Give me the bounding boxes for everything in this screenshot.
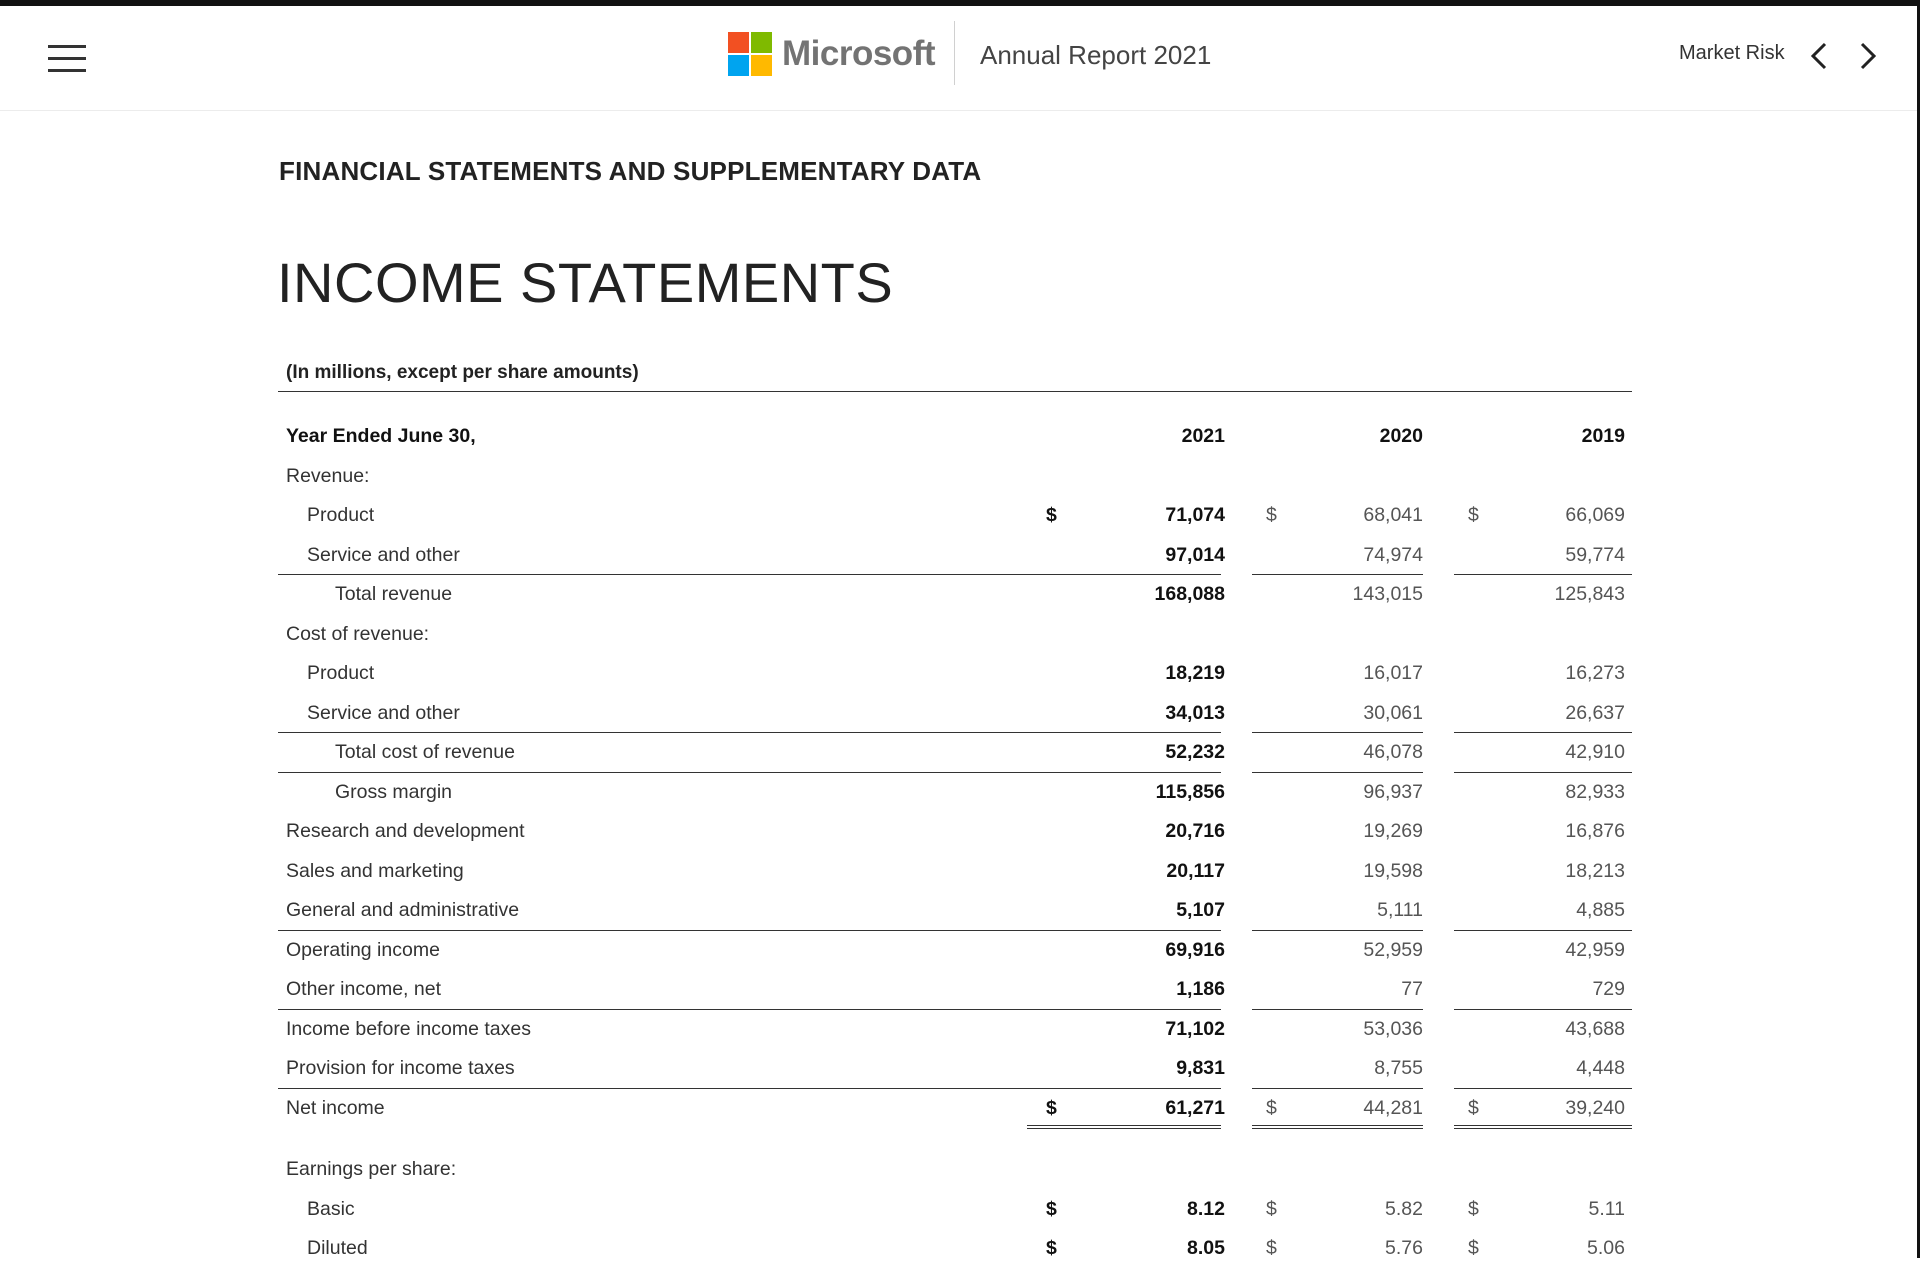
table-row [278, 535, 1632, 575]
row-label: Provision for income taxes [286, 1057, 515, 1079]
cell-value-2019: 5.06 [1587, 1237, 1625, 1259]
table-row [278, 653, 1632, 693]
table-row [278, 1149, 1632, 1189]
table-row [278, 969, 1632, 1009]
row-label: Other income, net [286, 978, 441, 1000]
row-label: Research and development [286, 820, 525, 842]
currency-symbol: $ [1468, 1237, 1479, 1259]
currency-symbol: $ [1468, 1096, 1479, 1119]
table-row [278, 693, 1632, 733]
cell-value-2020: 96,937 [1363, 780, 1423, 803]
cell-value-2019: 18,213 [1565, 859, 1625, 882]
table-row [278, 495, 1632, 535]
cell-value-2020: 5.76 [1385, 1237, 1423, 1259]
table-row [278, 456, 1632, 496]
microsoft-logo-icon [728, 32, 772, 76]
currency-symbol: $ [1266, 504, 1277, 526]
row-label: Income before income taxes [286, 1017, 531, 1040]
table-row [278, 890, 1632, 930]
cell-value-2021: 20,716 [1165, 820, 1225, 842]
cell-value-2019: 42,959 [1565, 938, 1625, 961]
double-rule [1252, 1125, 1423, 1129]
cell-value-2020: 143,015 [1352, 583, 1423, 605]
section-kicker: FINANCIAL STATEMENTS AND SUPPLEMENTARY DATA [279, 156, 982, 186]
table-row [278, 1189, 1632, 1229]
cell-value-2020: 52,959 [1363, 938, 1423, 961]
cell-value-2020: 30,061 [1363, 701, 1423, 724]
cell-value-2020: 46,078 [1363, 741, 1423, 763]
cell-value-2021: 8.12 [1187, 1197, 1225, 1220]
units-divider [278, 391, 1632, 392]
cell-value-2021: 8.05 [1187, 1237, 1225, 1259]
row-label: Basic [307, 1197, 355, 1220]
cell-value-2019: 16,876 [1565, 820, 1625, 842]
header-label: Year Ended June 30, [286, 425, 476, 447]
chevron-right-icon[interactable] [1850, 36, 1884, 76]
cell-value-2020: 68,041 [1363, 504, 1423, 526]
cell-value-2020: 53,036 [1363, 1017, 1423, 1040]
row-label: Earnings per share: [286, 1158, 457, 1180]
year-2020-header: 2020 [1379, 425, 1423, 447]
cell-value-2021: 20,117 [1166, 859, 1225, 882]
double-rule [1027, 1125, 1221, 1129]
cell-value-2020: 19,269 [1363, 820, 1423, 842]
table-row [278, 930, 1632, 970]
row-label: Gross margin [335, 780, 453, 803]
table-row [278, 1009, 1632, 1049]
cell-value-2019: 43,688 [1565, 1017, 1625, 1040]
currency-symbol: $ [1468, 504, 1479, 526]
table-row [278, 811, 1632, 851]
row-label: Total cost of revenue [335, 741, 515, 763]
hamburger-menu-icon[interactable] [48, 45, 86, 73]
cell-value-2020: 74,974 [1363, 543, 1423, 566]
cell-value-2021: 69,916 [1165, 938, 1225, 961]
table-header-row [278, 416, 1632, 456]
row-label: Service and other [307, 701, 460, 724]
cell-value-2021: 168,088 [1154, 583, 1225, 605]
cell-value-2020: 16,017 [1363, 662, 1423, 684]
cell-value-2020: 5.82 [1385, 1197, 1423, 1220]
cell-value-2020: 5,111 [1377, 899, 1423, 921]
cell-value-2021: 9,831 [1176, 1057, 1225, 1079]
microsoft-logo[interactable] [728, 31, 935, 77]
table-row [278, 732, 1632, 772]
currency-symbol: $ [1046, 1197, 1057, 1220]
cell-value-2019: 82,933 [1565, 780, 1625, 803]
header-divider [954, 21, 955, 85]
row-label: Operating income [286, 938, 440, 961]
row-label: Service and other [307, 543, 460, 566]
year-2021-header: 2021 [1181, 425, 1225, 447]
chevron-left-icon[interactable] [1803, 36, 1837, 76]
brand-name: Microsoft [782, 34, 935, 73]
cell-value-2019: 66,069 [1565, 504, 1625, 526]
cell-value-2019: 59,774 [1565, 543, 1625, 566]
row-label: Product [307, 504, 375, 526]
cell-value-2019: 125,843 [1554, 583, 1625, 605]
table-row [278, 772, 1632, 812]
cell-value-2021: 61,271 [1165, 1096, 1225, 1119]
currency-symbol: $ [1046, 1096, 1057, 1119]
top-header [0, 6, 1917, 111]
cell-value-2019: 42,910 [1565, 741, 1625, 763]
double-rule [1454, 1125, 1632, 1129]
cell-value-2021: 18,219 [1165, 662, 1225, 684]
cell-value-2021: 71,102 [1165, 1017, 1225, 1040]
cell-value-2021: 97,014 [1165, 543, 1225, 566]
table-row [278, 851, 1632, 891]
currency-symbol: $ [1046, 1237, 1057, 1259]
cell-value-2020: 44,281 [1363, 1096, 1423, 1119]
cell-value-2019: 4,448 [1576, 1057, 1625, 1079]
cell-value-2021: 5,107 [1176, 899, 1225, 921]
row-label: Total revenue [335, 583, 453, 605]
row-label: Net income [286, 1096, 385, 1119]
cell-value-2020: 19,598 [1363, 859, 1423, 882]
year-2019-header: 2019 [1581, 425, 1625, 447]
row-label: Cost of revenue: [286, 622, 430, 645]
cell-value-2019: 5.11 [1588, 1197, 1625, 1220]
table-row [278, 614, 1632, 654]
cell-value-2019: 39,240 [1565, 1096, 1625, 1119]
table-row [278, 1088, 1632, 1128]
currency-symbol: $ [1468, 1197, 1479, 1220]
cell-value-2019: 16,273 [1565, 662, 1625, 684]
cell-value-2019: 26,637 [1565, 701, 1625, 724]
units-note: (In millions, except per share amounts) [286, 362, 639, 383]
cell-value-2021: 1,186 [1176, 978, 1225, 1000]
cell-value-2021: 115,856 [1155, 780, 1225, 803]
cell-value-2020: 8,755 [1374, 1057, 1423, 1079]
currency-symbol: $ [1046, 504, 1057, 526]
current-section-link[interactable]: Market Risk [1679, 42, 1785, 64]
table-row [278, 1228, 1632, 1268]
cell-value-2021: 34,013 [1165, 701, 1225, 724]
row-label: Product [307, 662, 375, 684]
row-label: Diluted [307, 1237, 368, 1259]
cell-value-2020: 77 [1401, 978, 1423, 1000]
row-label: Revenue: [286, 464, 370, 487]
cell-value-2021: 71,074 [1165, 504, 1225, 526]
cell-value-2019: 4,885 [1576, 899, 1625, 921]
income-statement-table [278, 416, 1632, 1268]
table-row [278, 574, 1632, 614]
cell-value-2021: 52,232 [1165, 741, 1225, 763]
currency-symbol: $ [1266, 1237, 1277, 1259]
currency-symbol: $ [1266, 1197, 1277, 1220]
row-label: General and administrative [286, 899, 520, 921]
table-row [278, 1048, 1632, 1088]
report-title: Annual Report 2021 [980, 40, 1212, 70]
page-title: INCOME STATEMENTS [277, 251, 894, 314]
row-label: Sales and marketing [286, 859, 464, 882]
cell-value-2019: 729 [1592, 978, 1625, 1000]
currency-symbol: $ [1266, 1096, 1277, 1119]
